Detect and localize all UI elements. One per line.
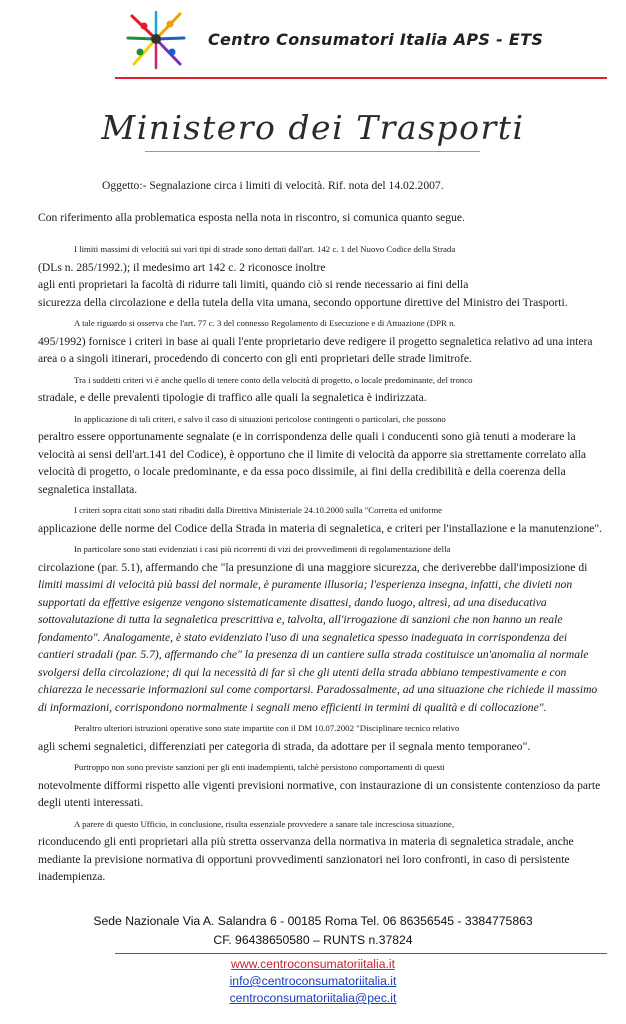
subject-line: Oggetto:- Segnalazione circa i limiti di velocità. Rif. nota del 14.02.2007. xyxy=(102,179,444,192)
paragraph-5: I criteri sopra citati sono stati ribaditi dalla Direttiva Ministeriale 24.10.2000 sulla "Corretta ed uniforme applicazione delle norme del Codice della Strada in materia di segnaletica, e criteri per l'installazione e la manutenzione". xyxy=(38,505,603,535)
footer-pec-row xyxy=(0,991,626,1005)
title-underline xyxy=(145,151,480,152)
pec-link[interactable]: centroconsumatoriitalia@pec.it xyxy=(229,991,397,1005)
footer-address: Sede Nazionale Via A. Salandra 6 - 00185 Roma Tel. 06 86356545 - 3384775863 xyxy=(93,914,533,928)
header-divider xyxy=(115,77,607,79)
paragraph-7: Peraltro ulteriori istruzioni operative sono state impartite con il DM 10.07.2002 "Disciplinare tecnico relativo agli schemi segnaletici, differenziati per categoria di strada, da adottare per il segnala mento temporaneo". xyxy=(38,723,531,753)
paragraph-8: Purtroppo non sono previste sanzioni per gli enti inadempienti, talchè persistono comportamenti di questi notevolmente difformi rispetto alle vigenti previsioni normative, con instaurazione di un consistente contenzioso da parte degli utenti interessati. xyxy=(38,762,601,809)
paragraph-1: I limiti massimi di velocità sui vari tipi di strade sono dettati dall'art. 142 c. 1 del Nuovo Codice della Strada (DLs n. 285/1992.); il medesimo art 142 c. 2 riconosce inoltre agli enti proprietari la facoltà di ridurre tali limiti, quando ciò si rende necessario ai fini della sicurezza della circolazione e della tutela della vita umana, secondo opportune direttive del Ministro dei Trasporti. xyxy=(38,244,568,309)
org-name: Centro Consumatori Italia APS - ETS xyxy=(208,30,544,49)
ministry-title: Ministero dei Trasporti xyxy=(101,108,525,147)
footer-divider xyxy=(115,953,607,954)
paragraph-4: In applicazione di tali criteri, e salvo il caso di situazioni pericolose contingenti o particolari, che possono peraltro essere opportunamente segnalate (e in corrispondenza delle quali i conducenti sono già tenuti a moderare la velocità ai sensi dell'art.141 del Codice), è opportuno che il limite di velocità da apporre sia strettamente correlato alla velocità di progetto, o locale predominante, e da essa poco dissimile, ai fini della credibilità e della coerenza della segnaletica installata. xyxy=(38,413,587,496)
footer-tax-id: CF. 96438650580 – RUNTS n.37824 xyxy=(213,933,413,947)
footer-website-row xyxy=(0,957,626,971)
paragraph-2: A tale riguardo si osserva che l'art. 77 c. 3 del connesso Regolamento di Esecuzione e di Attuazione (DPR n. 495/1992) fornisce i criteri in base ai quali l'ente proprietario deve redigere il progetto segnaletica relativo ad una intera area o a singoli itinerari, procedendo di concerto con gli enti proprietari delle strade limitrofe. xyxy=(38,318,593,365)
letter-body xyxy=(38,241,612,886)
paragraph-6: In particolare sono stati evidenziati i casi più ricorrenti di vizi dei provvedimenti di regolamentazione della circolazione (par. 5.1), affermando che "la presunzione di una maggiore sicurezza, che deriverebbe dall'imposizione di limiti massimi di velocità più bassi del normale, è puramente illusoria; l'esperienza insegna, infatti, che divieti non supportati da effettive esigenze vengono sistematicamente disattesi, dando luogo, altresì, ad una diseducativa sottovalutazione di tutta la segnaletica prescrittiva e, talvolta, all'irrogazione di sanzioni che non hanno un reale fondamento". Analogamente, è stato evidenziato l'uso di una segnaletica spesso inadeguata in corrispondenza dei cantieri stradali (par. 5.7), affermando che" la presenza di un cantiere sulla strada costituisce un'anomalia al normale svolgersi della circolazione; di qui la necessità di far sì che gli utenti della strada abbiano tempestivamente e con chiarezza le necessarie informazioni sul come comportarsi. Paradossalmente, ad una situazione che richiede il massimo di informazioni, corrispondono normalmente i segnali meno efficienti in termini di qualità e di collocazione". xyxy=(38,544,598,714)
footer-email-row xyxy=(0,974,626,988)
paragraph-9: A parere di questo Ufficio, in conclusione, risulta essenziale provvedere a sanare tale incresciosa situazione, riconducendo gli enti proprietari alla più stretta osservanza della normativa in materia di segnaletica stradale, anche mediante la previsione normativa di opportuni provvedimenti sanzionatori nei loro confronti, in caso di persistente inadempienza. xyxy=(38,818,574,883)
paragraph-3: Tra i suddetti criteri vi è anche quello di tenere conto della velocità di progetto, o locale predominante, del tronco stradale, e delle prevalenti tipologie di traffico alle quali la segnaletica è indirizzata. xyxy=(38,374,473,404)
logo-icon xyxy=(122,8,190,70)
website-link[interactable]: www.centroconsumatoriitalia.it xyxy=(231,957,395,971)
intro-line: Con riferimento alla problematica esposta nella nota in riscontro, si comunica quanto segue. xyxy=(38,211,465,224)
email-link[interactable]: info@centroconsumatoriitalia.it xyxy=(229,974,397,988)
